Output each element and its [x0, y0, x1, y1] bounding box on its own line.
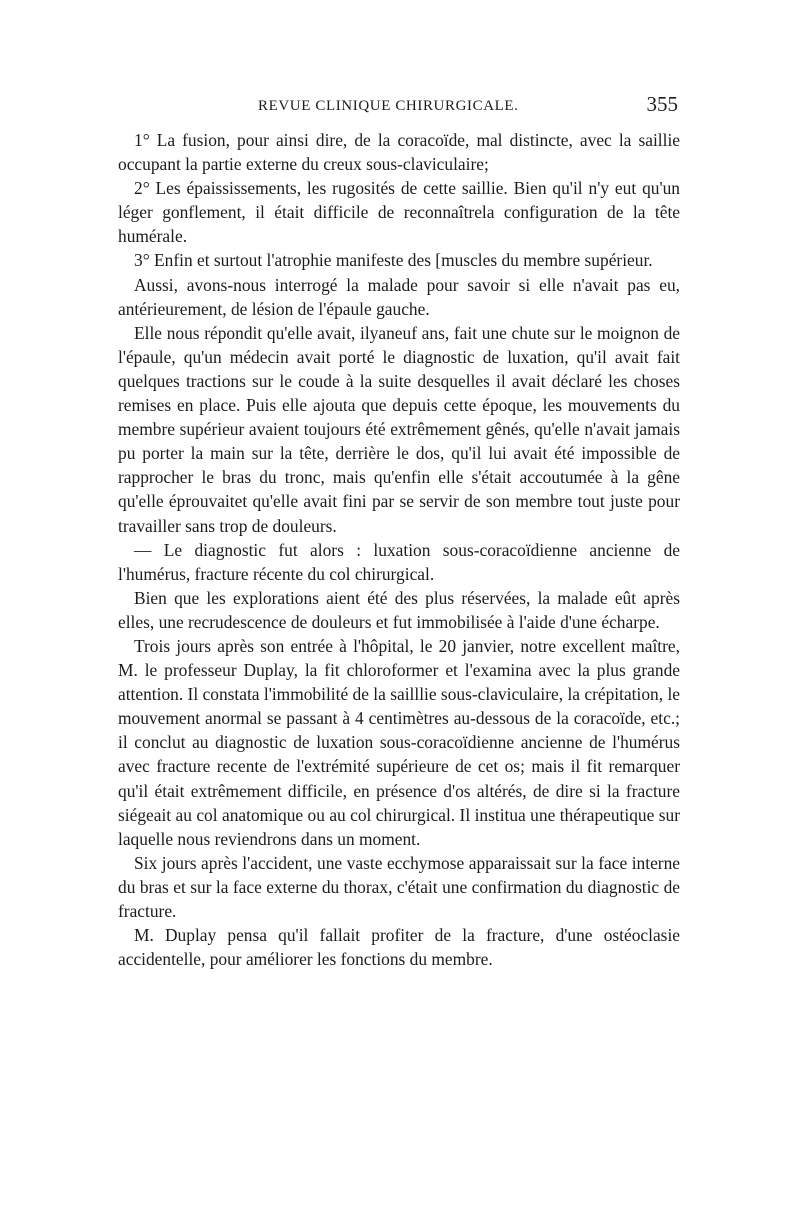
- paragraph: 1° La fusion, pour ainsi dire, de la coracoïde, mal distincte, avec la saillie occupant la partie externe du creux sous-claviculaire;: [118, 130, 680, 175]
- paragraph: — Le diagnostic fut alors : luxation sous-coracoïdienne ancienne de l'humérus, fracture récente du col chirurgical.: [118, 539, 680, 584]
- page-number: 355: [646, 92, 678, 116]
- paragraph: Trois jours après son entrée à l'hôpital, le 20 janvier, notre excellent maître, M. le professeur Duplay, la fit chloroformer et l'examina avec la plus grande attention. Il constata l'immobilité de la sailllie sous-claviculaire, la crépitation, le mouvement anormal se passant à 4 centimètres au-dessous de la coracoïde, etc.; il conclut au diagnostic de luxation sous-coracoïdienne ancienne de l'humérus avec fracture recente de l'extrémité supérieure de cet os; mais il fit remarquer qu'il était extrêmement difficile, en présence d'os altérés, de dire si la fracture siégeait au col anatomique ou au col chirurgical. Il institua une thérapeutique sur laquelle nous reviendrons dans un moment.: [118, 635, 680, 849]
- paragraph: Elle nous répondit qu'elle avait, ilyaneuf ans, fait une chute sur le moignon de l'épaule, qu'un médecin avait porté le diagnostic de luxation, qu'il avait fait quelques tractions sur le coude à la suite desquelles il avait déclaré les choses remises en place. Puis elle ajouta que depuis cette époque, les mouvements du membre supérieur avaient toujours été extrêmement gênés, qu'elle n'avait jamais pu porter la main sur la tête, derrière le dos, qu'il lui avait été impossible de rapprocher le bras du tronc, mais qu'enfin elle s'était accoutumée à la gêne qu'elle éprouvaitet qu'elle avait fini par se servir de son membre tout juste pour travailler sans trop de douleurs.: [118, 322, 680, 536]
- running-head: [118, 92, 680, 122]
- paragraph: Bien que les explorations aient été des plus réservées, la malade eût après elles, une recrudescence de douleurs et fut immobilisée à l'aide d'une écharpe.: [118, 587, 680, 632]
- paragraph: 3° Enfin et surtout l'atrophie manifeste des [muscles du membre supérieur.: [134, 250, 653, 271]
- body-text: [118, 128, 680, 971]
- paragraph: 2° Les épaississements, les rugosités de cette saillie. Bien qu'il n'y eut qu'un léger gonflement, il était difficile de reconnaîtrela configuration de la tête humérale.: [118, 178, 680, 247]
- paragraph: Six jours après l'accident, une vaste ecchymose apparaissait sur la face interne du bras et sur la face externe du thorax, c'était une confirmation du diagnostic de fracture.: [118, 852, 680, 921]
- paragraph: M. Duplay pensa qu'il fallait profiter de la fracture, d'une ostéoclasie accidentelle, pour améliorer les fonctions du membre.: [118, 925, 680, 970]
- paragraph: Aussi, avons-nous interrogé la malade pour savoir si elle n'avait pas eu, antérieurement, de lésion de l'épaule gauche.: [118, 274, 680, 319]
- running-title: REVUE CLINIQUE CHIRURGICALE.: [258, 98, 519, 114]
